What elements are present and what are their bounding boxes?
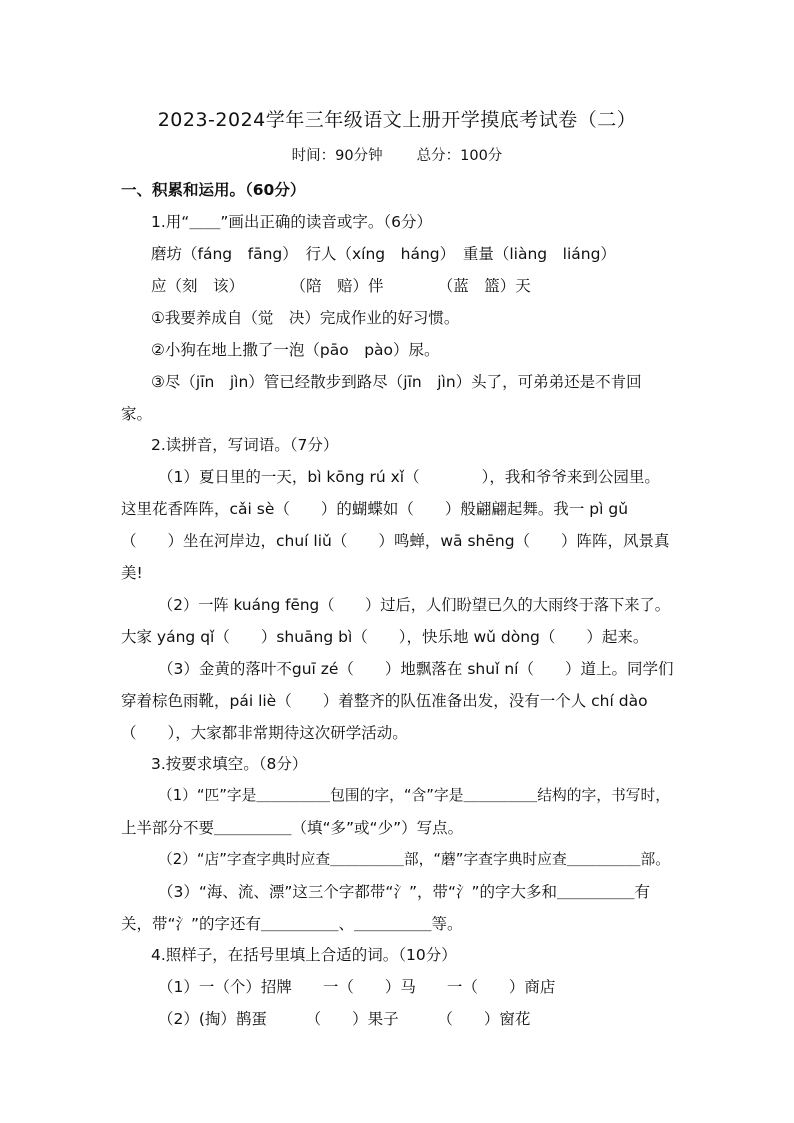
- question-2-prompt: 2.读拼音，写词语。（7分）: [151, 436, 339, 454]
- question-3-item-2: （2）“店”字查字典时应查＿＿＿＿＿部，“蘑”字查字典时应查＿＿＿＿＿部。: [158, 851, 670, 868]
- question-2-para-3-line-3: （ ），大家都非常期待这次研学活动。: [121, 724, 408, 742]
- question-4-item-1: （1）一（个）招牌 一（ ）马 一（ ）商店: [158, 978, 556, 996]
- question-2-para-3-line-2: 穿着棕色雨靴，pái liè（ ）着整齐的队伍准备出发，没有一个人 chí dào: [121, 692, 648, 710]
- question-2-para-1-line-3: （ ）坐在河岸边，chuí liǔ（ ）鸣蝉，wā shēng（ ）阵阵，风景真: [121, 532, 670, 550]
- question-3-item-3-cont: 关，带“氵”的字还有＿＿＿＿＿、＿＿＿＿＿等。: [121, 915, 463, 933]
- question-3-item-3: （3）“海、流、漂”这三个字都带“氵”，带“氵”的字大多和＿＿＿＿＿有: [158, 883, 651, 901]
- question-3-item-1-cont: 上半部分不要＿＿＿＿＿（填“多”或“少”）写点。: [121, 819, 464, 837]
- question-4-prompt: 4.照样子，在括号里填上合适的词。（10分）: [151, 946, 457, 964]
- question-2-para-2-line-2: 大家 yáng qǐ（ ）shuāng bì（ ），快乐地 wǔ dòng（ ）起来。: [121, 628, 649, 646]
- exam-title: 2023-2024学年三年级语文上册开学摸底考试卷（二）: [157, 109, 637, 131]
- question-1-row-2: 应（刻 该） （陪 赔）伴 （蓝 篮）天: [151, 277, 531, 295]
- exam-total-score: 总分：100分: [416, 148, 503, 164]
- question-3-item-1: （1）“匹”字是＿＿＿＿＿包围的字，“含”字是＿＿＿＿＿结构的字，书写时，: [158, 787, 670, 804]
- question-1-row-1: 磨坊（fáng fāng） 行人（xíng háng） 重量（liàng liáng）: [151, 245, 616, 263]
- question-2-para-3: （3）金黄的落叶不guī zé（ ）地飘落在 shuǐ ní（ ）道上。同学们: [158, 660, 674, 678]
- question-1-sentence-3-cont: 家。: [121, 405, 153, 423]
- question-2-para-1-line-2: 这里花香阵阵，cǎi sè（ ）的蝴蝶如（ ）般翩翩起舞。我一 pì gǔ: [121, 500, 629, 518]
- question-2-para-2: （2）一阵 kuáng fēng（ ）过后，人们盼望已久的大雨终于落下来了。: [158, 596, 670, 614]
- question-1-sentence-1: ①我要养成自（觉 决）完成作业的好习惯。: [151, 309, 460, 327]
- question-1-sentence-2: ②小狗在地上撒了一泡（pāo pào）尿。: [151, 341, 440, 359]
- question-2-para-1-line-4: 美!: [121, 564, 143, 582]
- question-4-item-2: （2）(掏）鹊蛋 （ ）果子 （ ）窗花: [158, 1010, 531, 1028]
- question-1-sentence-3: ③尽（jīn jìn）管已经散步到路尽（jīn jìn）头了，可弟弟还是不肯回: [151, 373, 642, 391]
- question-3-prompt: 3.按要求填空。（8分）: [151, 755, 308, 773]
- exam-meta: [0, 144, 794, 165]
- section-heading: 一、积累和运用。（60分）: [121, 181, 306, 199]
- question-2-para-1: （1）夏日里的一天，bì kōng rú xǐ（ ），我和爷爷来到公园里。: [158, 468, 660, 486]
- question-1-prompt: 1.用“＿＿”画出正确的读音或字。（6分）: [151, 213, 432, 231]
- exam-time: 时间：90分钟: [291, 148, 383, 164]
